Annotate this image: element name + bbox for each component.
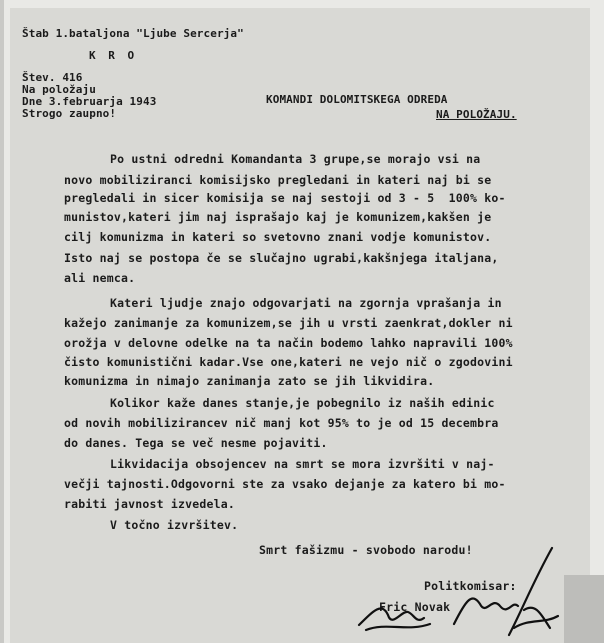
addressee-line-2: NA POLOŽAJU.: [436, 108, 517, 121]
paragraph-4-line-1: Likvidacija obsojencev na smrt se mora izvršiti v naj-: [110, 457, 495, 471]
paragraph-2-line-3: orožja v delovne odelke na ta način bodemo lahko napravili 100%: [64, 336, 513, 350]
paragraph-1-line-4: munistov,kateri jim naj isprašajo kaj je komunizem,kakšen je: [64, 210, 492, 224]
paragraph-2-line-5: komunizma in nimajo zanimanja zato se jih likvidira.: [64, 374, 435, 388]
paragraph-1-line-7: ali nemca.: [64, 271, 136, 285]
paragraph-4-line-3: rabiti javnost izvedela.: [64, 497, 235, 511]
paragraph-2-line-4: čisto komunistični kadar.Vse one,kateri ne vejo nič o zgodovini: [64, 355, 513, 369]
header-kro: K R O: [89, 49, 138, 62]
document-classification: Strogo zaupno!: [22, 107, 117, 120]
document-date: Dne 3.februarja 1943: [22, 95, 157, 108]
paragraph-1-line-2: novo mobiliziranci komisijsko pregledani in kateri naj bi se: [64, 173, 492, 187]
paragraph-3-line-1: Kolikor kaže danes stanje,je pobegnilo iz naših edinic: [110, 396, 495, 410]
slogan-line: Smrt fašizmu - svobodo narodu!: [259, 543, 473, 557]
header-unit: Štab 1.bataljona "Ljube Sercerja": [22, 27, 244, 40]
paragraph-3-line-2: od novih mobilizirancev nič manj kot 95% to je od 15 decembra: [64, 416, 499, 430]
signature-title: Politkomisar:: [424, 579, 517, 593]
scanned-document: [4, 0, 604, 643]
addressee-line-1: KOMANDI DOLOMITSKEGA ODREDA: [266, 93, 448, 106]
paragraph-3-line-3: do danes. Tega se več nesme pojaviti.: [64, 436, 328, 450]
paragraph-1-line-3: pregledali in sicer komisija se naj sestoji od 3 - 5 100% ko-: [64, 191, 506, 205]
paragraph-2-line-1: Kateri ljudje znajo odgovarjati na zgornja vprašanja in: [110, 296, 502, 310]
paragraph-4-line-2: večji tajnosti.Odgovorni ste za vsako dejanje za katero bi mo-: [64, 477, 506, 491]
document-number: Štev. 416: [22, 71, 83, 84]
document-location: Na položaju: [22, 83, 96, 96]
handwritten-signature: [304, 540, 564, 640]
paragraph-1-line-6: Isto naj se postopa če se slučajno ugrabi,kakšnjega italjana,: [64, 251, 499, 265]
closing-line: V točno izvršitev.: [110, 518, 239, 532]
signature-name: Fric Novak: [379, 600, 451, 614]
paragraph-1-line-1: Po ustni odredni Komandanta 3 grupe,se morajo vsi na: [110, 152, 481, 166]
page-corner-shadow: [564, 575, 604, 643]
paragraph-1-line-5: cilj komunizma in kateri so svetovno znani vodje komunistov.: [64, 230, 492, 244]
paragraph-2-line-2: kažejo zanimanje za komunizem,se jih u vrsti zaenkrat,dokler ni: [64, 316, 513, 330]
